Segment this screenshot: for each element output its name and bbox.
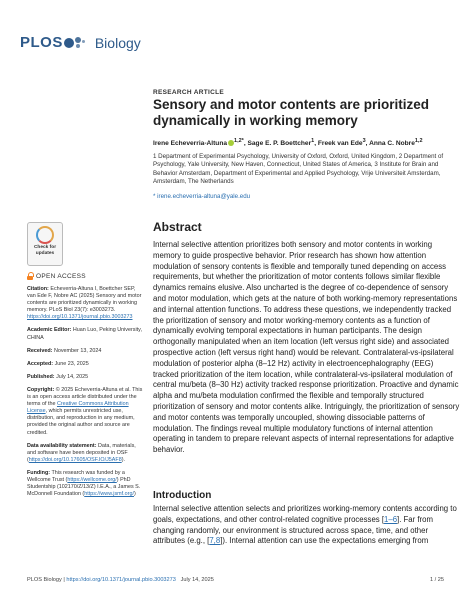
email-mark: * bbox=[153, 193, 156, 200]
data-availability-label: Data availability statement: bbox=[27, 442, 97, 449]
editor-block bbox=[27, 327, 145, 341]
check-for-updates-badge[interactable] bbox=[27, 222, 63, 266]
reference-link[interactable]: 1–6 bbox=[384, 514, 398, 524]
footer-doi-link[interactable]: https://doi.org/10.1371/journal.pbio.3003273 bbox=[66, 577, 176, 583]
published-block bbox=[27, 374, 145, 381]
check-updates-line2: updates bbox=[35, 250, 55, 256]
citation-label: Citation: bbox=[27, 286, 49, 292]
published-date: July 14, 2025 bbox=[56, 373, 89, 380]
data-availability-end: ). bbox=[121, 456, 125, 463]
intro-text-3: ]). Internal attention can use the expectations emerging from bbox=[220, 536, 429, 546]
author-name[interactable]: , Anna C. Nobre bbox=[365, 140, 415, 148]
abstract-text: Internal selective attention prioritizes both sensory and motor contents in working memory to guide prospective behavior. Prior research has shown how attention modulation of sensory contents is flexible and temporally tuned depending on access requirements, but whether the prioritization of motor contents follows similar flexible dynamics remains elusive. Also uncharted is the degree of co-dependence of sensory and motor modulation, which gets at the nature of both working-memory representations and internal attention functions. To address these questions, we independently tracked the prioritization of sensory and motor working-memory contents as a function of dynamically evolving temporal expectations in human participants. The design orthogonally manipulated when an item location (left versus right side) and associated prospective action (left versus right hand) would be relevant. Contralateral-vs-ipsilateral modulation of posterior alpha (8–12 Hz) activity in electroencephalography (EEG) tracked prioritization of the item location, while contralateral-vs-ipsilateral modulation of central mu/beta (8–30 Hz) activity tracked response prioritization. Proactive and dynamic alpha and mu/beta modulation confirmed the flexible and temporally structured prioritization of sensory and motor contents alike. Intriguingly, the prioritization of sensory and motor contents was temporally uncoupled, showing dissociable patterns of modulation. The findings reveal multiple modulatory functions of internal attention operating in tandem to prepare relevant aspects of internal representations for adaptive behavior. bbox=[153, 240, 460, 455]
wellcome-link[interactable]: https://wellcome.org/ bbox=[67, 476, 117, 483]
affiliations: 1 Department of Experimental Psychology, University of Oxford, Oxford, United Kingdom, 2 Department of Psychology, Yale University, New Haven, Connecticut, United States of America, 3 Institute for Brain and Behavior Amsterdam, Department of Experimental and Applied Psychology, Vrije Universiteit Amsterdam, Amsterdam, The Netherlands bbox=[153, 153, 444, 186]
funding-text: This research was funded by a Wellcome Trust ( bbox=[27, 469, 125, 483]
footer-date: July 14, 2025 bbox=[180, 577, 214, 583]
data-availability-text: Data, materials, and software have been deposited in OSF ( bbox=[27, 442, 136, 463]
page-footer bbox=[27, 577, 447, 583]
funding-block bbox=[27, 470, 145, 498]
intro-text-2: ]. Far from changing randomly, our environment is structured across space, time, and other attributes (e.g., [ bbox=[153, 514, 433, 546]
corresponding-email[interactable] bbox=[153, 193, 250, 200]
introduction-heading: Introduction bbox=[153, 490, 212, 501]
osf-link[interactable]: https://doi.org/10.17605/OSF.IO/J5AF8 bbox=[28, 456, 122, 463]
introduction-text bbox=[153, 504, 461, 547]
funding-text-3: ) bbox=[133, 491, 136, 498]
funding-label: Funding: bbox=[27, 469, 51, 476]
author-name[interactable]: , Freek van Ede bbox=[314, 140, 363, 148]
open-lock-icon bbox=[27, 272, 33, 280]
author-name[interactable]: , Sage E. P. Boettcher bbox=[243, 140, 312, 148]
footer-journal: PLOS Biology | bbox=[27, 577, 65, 583]
received-block bbox=[27, 348, 145, 355]
journal-brand: PLOS bbox=[20, 34, 63, 51]
published-label: Published: bbox=[27, 373, 55, 380]
page-number: 1 / 25 bbox=[430, 577, 444, 583]
funding-text-2: ) PhD Studentship (102170/Z/13/Z) I.E.A., a James S. McDonnell Foundation ( bbox=[27, 476, 141, 498]
license-link[interactable]: Creative Commons Attribution License bbox=[27, 401, 129, 415]
email-link[interactable]: irene.echeverria-altuna@yale.edu bbox=[157, 193, 251, 200]
citation-text: Echeverria-Altuna I, Boettcher SEP, van Ede F, Nobre AC (2025) Sensory and motor contents are prioritized dynamically in working memory. PLoS Biol 23(7): e3003273. bbox=[27, 286, 142, 314]
author-marks: 1,2 bbox=[414, 138, 423, 144]
article-title: Sensory and motor contents are prioritized dynamically in working memory bbox=[153, 97, 430, 128]
author-marks: 3 bbox=[362, 138, 366, 144]
logo-dots-icon bbox=[64, 35, 90, 51]
reference-link[interactable]: 7,8 bbox=[209, 536, 221, 546]
open-access-label bbox=[27, 272, 86, 280]
author-list bbox=[153, 138, 465, 147]
journal-logo bbox=[20, 34, 141, 51]
accepted-label: Accepted: bbox=[27, 360, 54, 367]
abstract-heading: Abstract bbox=[153, 220, 202, 234]
open-access-text: OPEN ACCESS bbox=[36, 272, 86, 280]
received-label: Received: bbox=[27, 347, 53, 354]
author-marks: 1,2* bbox=[234, 138, 244, 144]
intro-text-1: Internal selective attention selects and prioritizes working-memory contents according to goals, expectations, and other control-related cognitive processes [ bbox=[153, 504, 457, 524]
accepted-block bbox=[27, 361, 145, 368]
copyright-label: Copyright: bbox=[27, 386, 55, 393]
author-marks: 1 bbox=[311, 138, 315, 144]
article-metadata-sidebar bbox=[27, 286, 145, 504]
editor-label: Academic Editor: bbox=[27, 327, 72, 334]
check-updates-icon bbox=[36, 226, 54, 244]
article-type: RESEARCH ARTICLE bbox=[153, 89, 225, 96]
copyright-text-end: , which permits unrestricted use, distribution, and reproduction in any medium, provided the original author and source are credited. bbox=[27, 408, 135, 436]
orcid-icon[interactable] bbox=[228, 140, 234, 146]
copyright-block bbox=[27, 387, 145, 437]
jsmf-link[interactable]: https://www.jsmf.org/ bbox=[84, 491, 134, 498]
check-updates-line1: Check for bbox=[33, 245, 57, 250]
received-date: November 13, 2024 bbox=[53, 347, 102, 354]
journal-subtitle: Biology bbox=[94, 34, 141, 51]
copyright-text: © 2025 Echeverria-Altuna et al. This is an open access article distributed under the terms of the bbox=[27, 386, 143, 408]
citation-doi-link[interactable]: https://doi.org/10.1371/journal.pbio.3003273 bbox=[27, 314, 133, 321]
author-name[interactable]: Irene Echeverria-Altuna bbox=[153, 140, 228, 148]
citation-block bbox=[27, 286, 145, 321]
editor-text: Huan Luo, Peking University, CHINA bbox=[27, 327, 142, 341]
data-availability-block bbox=[27, 443, 145, 464]
accepted-date: June 23, 2025 bbox=[54, 360, 89, 367]
